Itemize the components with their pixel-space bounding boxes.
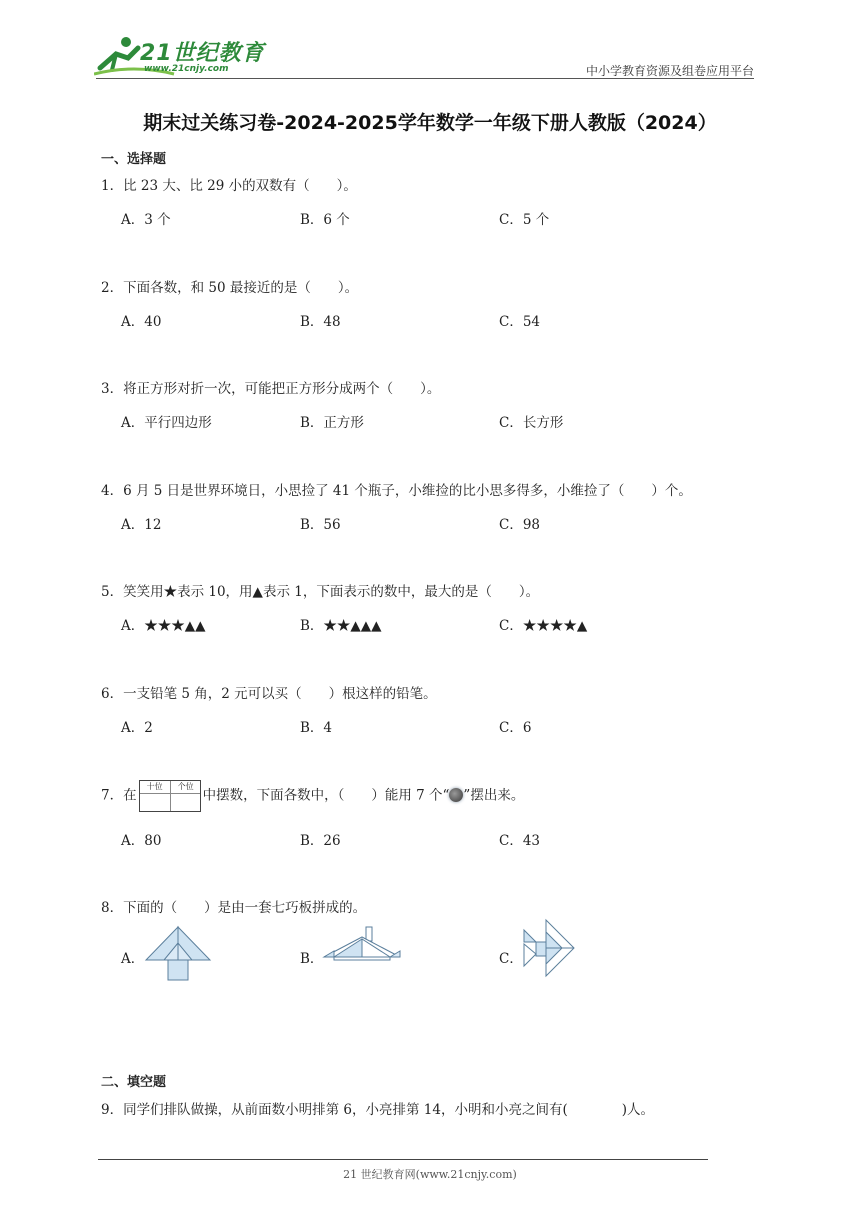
- ones-column-header: 个位: [177, 782, 194, 791]
- q6-option-c[interactable]: C．6: [499, 720, 532, 736]
- footer-divider: [98, 1159, 708, 1160]
- q2-option-c[interactable]: C．54: [499, 314, 541, 330]
- header-divider: [96, 78, 754, 79]
- q1-option-c[interactable]: C．5 个: [499, 212, 550, 228]
- question-5: 5．笑笑用★表示 10，用▲表示 1，下面表示的数中，最大的是（ ）。: [101, 584, 540, 600]
- tens-column-header: 十位: [146, 782, 163, 791]
- q1-option-a[interactable]: A．3 个: [121, 212, 171, 228]
- q5-option-a[interactable]: A．★★★▲▲: [121, 618, 206, 634]
- footer-link[interactable]: 21 世纪教育网(www.21cnjy.com): [343, 1168, 517, 1181]
- q3-option-b[interactable]: B．正方形: [300, 415, 364, 431]
- q8-option-a[interactable]: A．: [121, 951, 145, 967]
- q7-option-c[interactable]: C．43: [499, 833, 541, 849]
- q5-option-c[interactable]: C．★★★★▲: [499, 618, 588, 634]
- q8-option-b[interactable]: B．: [300, 951, 324, 967]
- q7-stem-mid: 中摆数，下面各数中，（ ）能用 7 个“: [202, 787, 450, 804]
- q8-option-c[interactable]: C．: [499, 951, 523, 967]
- question-3: 3．将正方形对折一次，可能把正方形分成两个（ ）。: [101, 381, 441, 397]
- q6-option-b[interactable]: B．4: [300, 720, 333, 736]
- q7-option-a[interactable]: A．80: [121, 833, 162, 849]
- question-2: 2．下面各数，和 50 最接近的是（ ）。: [101, 280, 359, 296]
- page-title: 期末过关练习卷-2024-2025学年数学一年级下册人教版（2024）: [143, 112, 717, 134]
- q7-stem-suffix: ”摆出来。: [463, 787, 525, 804]
- question-9: 9．同学们排队做操，从前面数小明排第 6，小亮排第 14，小明和小亮之间有( )人。: [101, 1102, 654, 1118]
- place-value-table: [139, 780, 201, 812]
- q4-option-c[interactable]: C．98: [499, 517, 541, 533]
- question-8: 8．下面的（ ）是由一套七巧板拼成的。: [101, 900, 367, 916]
- q7-stem-prefix: 7．在: [101, 787, 137, 804]
- q6-option-a[interactable]: A．2: [121, 720, 153, 736]
- q2-option-b[interactable]: B．48: [300, 314, 341, 330]
- bead-icon: [449, 788, 463, 802]
- question-7: [101, 780, 524, 812]
- question-6: 6．一支铅笔 5 角，2 元可以买（ ）根这样的铅笔。: [101, 686, 437, 702]
- tangram-house-figure[interactable]: [322, 925, 402, 961]
- logo-text: 21世纪教育: [140, 41, 265, 66]
- q4-option-b[interactable]: B．56: [300, 517, 341, 533]
- q7-option-b[interactable]: B．26: [300, 833, 341, 849]
- tangram-arrow-figure[interactable]: [144, 925, 212, 983]
- question-1: 1．比 23 大、比 29 小的双数有（ ）。: [101, 178, 357, 194]
- q1-option-b[interactable]: B．6 个: [300, 212, 350, 228]
- section-heading-fill: 二、填空题: [101, 1075, 167, 1090]
- q3-option-c[interactable]: C．长方形: [499, 415, 564, 431]
- section-heading-choice: 一、选择题: [101, 152, 167, 167]
- tangram-fish-figure[interactable]: [522, 918, 576, 978]
- logo-url: www.21cnjy.com: [144, 64, 229, 74]
- site-tagline: 中小学教育资源及组卷应用平台: [585, 64, 754, 78]
- question-4: 4．6 月 5 日是世界环境日，小思捡了 41 个瓶子，小维捡的比小思多得多，小维捡了（ ）个。: [101, 483, 692, 499]
- q3-option-a[interactable]: A．平行四边形: [121, 415, 212, 431]
- q2-option-a[interactable]: A．40: [121, 314, 162, 330]
- q5-option-b[interactable]: B．★★▲▲▲: [300, 618, 382, 634]
- q4-option-a[interactable]: A．12: [121, 517, 162, 533]
